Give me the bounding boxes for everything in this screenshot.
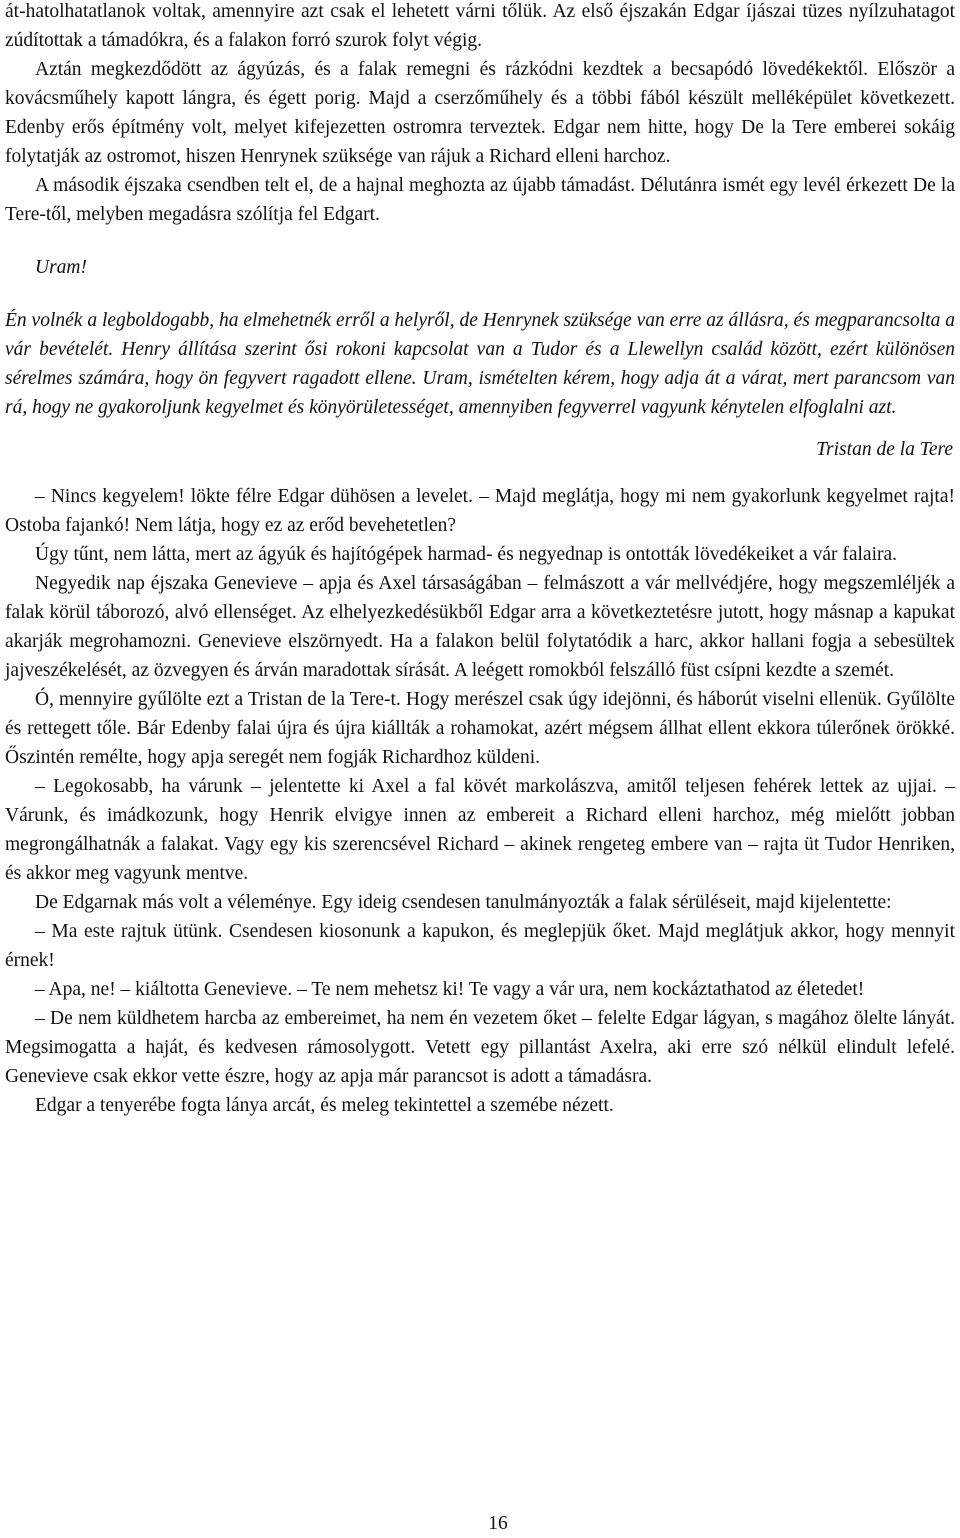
letter-signature: Tristan de la Tere [816,439,953,460]
paragraph-11: – Apa, ne! – kiáltotta Genevieve. – Te nem mehetsz ki! Te vagy a vár ura, nem kockáztathatod az életedet! [35,979,865,1000]
paragraph-10: – Ma este rajtuk ütünk. Csendesen kiosonunk a kapukon, és meglepjük őket. Majd meglátjuk akkor, hogy mennyit érnek! [5,921,955,971]
body-text [5,0,955,1120]
paragraph-6: Negyedik nap éjszaka Genevieve – apja és Axel társaságában – felmászott a vár mellvédjére, hogy megszemléljék a falak körül táborozó, alvó ellenséget. Az elhelyezkedésükből Edgar arra a következtetésre jutott, hogy másnap a kapukat akarják megrohamozni. Genevieve elszörnyedt. Ha a falakon belül folytatódik a harc, akkor hallani fogja a sebesültek jajveszékelését, az özvegyen és árván maradottak sírását. A leégett romokból felszálló füst csípni kezdte a szemét. [5,573,955,681]
letter-greeting: Uram! [35,257,87,278]
paragraph-8: – Legokosabb, ha várunk – jelentette ki Axel a fal kövét markolászva, amitől teljesen fehérek lettek az ujjai. – Várunk, és imádkozunk, hogy Henrik elvigye innen az embereit a Richard elleni harchoz, még mielőtt jobban megrongálhatnák a falakat. Vagy egy kis szerencsével Richard – akinek rengeteg embere van – rajta üt Tudor Henriken, és akkor meg vagyunk mentve. [5,776,955,884]
paragraph-1: át-hatolhatatlanok voltak, amennyire azt csak el lehetett várni tőlük. Az első éjszakán Edgar íjászai tüzes nyílzuhatagot zúdítottak a támadókra, és a falakon forró szurok folyt végig. [5,1,955,51]
page-number: 16 [488,1513,508,1534]
paragraph-12: – De nem küldhetem harcba az embereimet, ha nem én vezetem őket – felelte Edgar lágyan, s magához ölelte lányát. Megsimogatta a haját, és kedvesen rámosolygott. Vetett egy pillantást Axelra, aki erre szó nélkül elindult lefelé. Genevieve csak ekkor vette észre, hogy az apja már parancsot is adott a támadásra. [5,1008,955,1087]
paragraph-5: Úgy tűnt, nem látta, mert az ágyúk és hajítógépek harmad- és negyednap is ontották lövedékeiket a vár falaira. [35,544,898,565]
paragraph-2: Aztán megkezdődött az ágyúzás, és a falak remegni és rázkódni kezdtek a becsapódó lövedékektől. Először a kovácsműhely kapott lángra, és égett porig. Majd a cserzőműhely és a többi fából készült melléképület következett. Edenby erős építmény volt, melyet kifejezetten ostromra terveztek. Edgar nem hitte, hogy De la Tere emberei sokáig folytatják az ostromot, hiszen Henrynek szüksége van rájuk a Richard elleni harchoz. [5,59,955,167]
paragraph-7: Ó, mennyire gyűlölte ezt a Tristan de la Tere-t. Hogy merészel csak úgy idejönni, és háborút viselni ellenük. Gyűlölte és rettegett tőle. Bár Edenby falai újra és újra kiállták a rohamokat, azért mégsem állhat ellent ekkora túlerőnek örökké. Őszintén remélte, hogy apja seregét nem fogják Richardhoz küldeni. [5,689,955,768]
document-page [5,0,955,1537]
paragraph-4: – Nincs kegyelem! lökte félre Edgar dühösen a levelet. – Majd meglátja, hogy mi nem gyakorlunk kegyelmet rajta! Ostoba fajankó! Nem látja, hogy ez az erőd bevehetetlen? [5,486,955,536]
paragraph-13: Edgar a tenyerébe fogta lánya arcát, és meleg tekintettel a szemébe nézett. [35,1095,614,1116]
paragraph-9: De Edgarnak más volt a véleménye. Egy ideig csendesen tanulmányozták a falak sérüléseit, majd kijelentette: [35,892,892,913]
letter-body: Én volnék a legboldogabb, ha elmehetnék erről a helyről, de Henrynek szüksége van erre az állásra, és megparancsolta a vár bevételét. Henry állítása szerint ősi rokoni kapcsolat van a Tudor és a Llewellyn család között, ezért különösen sérelmes számára, hogy ön fegyvert ragadott ellene. Uram, ismételten kérem, hogy adja át a várat, mert parancsom van rá, hogy ne gyakoroljunk kegyelmet és könyörületességet, amennyiben fegyverrel vagyunk kénytelen elfoglalni azt. [5,310,955,418]
paragraph-3: A második éjszaka csendben telt el, de a hajnal meghozta az újabb támadást. Délutánra ismét egy levél érkezett De la Tere-től, melyben megadásra szólítja fel Edgart. [5,175,955,225]
